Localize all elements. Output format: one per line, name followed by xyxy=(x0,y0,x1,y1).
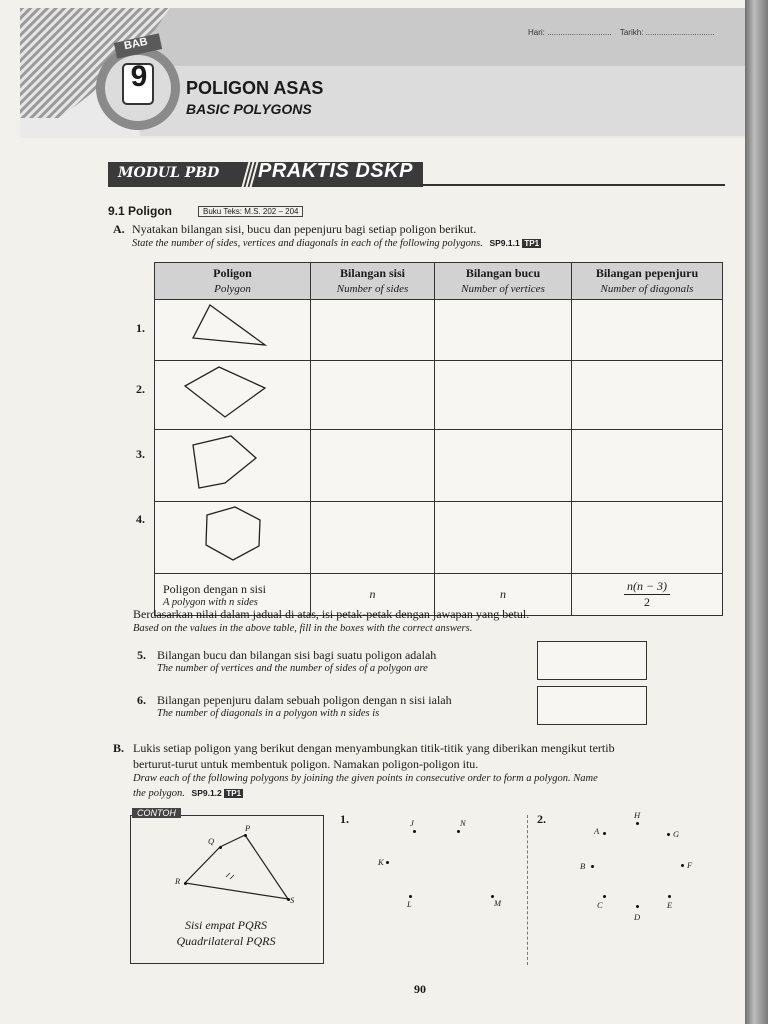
pentagon-shape xyxy=(155,430,310,496)
part-b-instruction-en-2: the polygon. xyxy=(133,788,185,799)
general-vertices: n xyxy=(435,574,572,616)
q6-text-ms: Bilangan pepenjuru dalam sebuah poligon dengan n sisi ialah xyxy=(157,693,452,707)
point-j[interactable] xyxy=(413,830,416,833)
part-a-instruction-en: State the number of sides, vertices and diagonals in each of the following polygons. xyxy=(132,238,483,249)
point-p xyxy=(244,834,247,837)
q5-number: 5. xyxy=(137,648,146,662)
point-label-k: K xyxy=(378,857,384,867)
header-sides: Bilangan sisi Number of sides xyxy=(311,263,435,300)
polygon-cell xyxy=(155,300,311,361)
point-label-b: B xyxy=(580,861,586,871)
sides-answer-cell[interactable] xyxy=(311,430,435,502)
page-number: 90 xyxy=(414,982,426,996)
part-a-tp-badge: TP1 xyxy=(524,239,540,248)
tarikh-label: Tarikh: xyxy=(619,28,644,37)
point-k[interactable] xyxy=(386,861,389,864)
q2-number: 2. xyxy=(537,812,546,826)
vertices-answer-cell[interactable] xyxy=(435,502,572,574)
table-row xyxy=(155,300,723,361)
q6-text-en: The number of diagonals in a polygon with n sides is xyxy=(157,708,380,719)
point-label-n: N xyxy=(460,818,466,828)
header-diagonals: Bilangan pepenjuru Number of diagonals xyxy=(572,263,723,300)
table-row xyxy=(155,361,723,430)
vertices-answer-cell[interactable] xyxy=(435,361,572,430)
point-label-s: S xyxy=(290,895,295,905)
point-e[interactable] xyxy=(668,895,671,898)
followup-ms: Berdasarkan nilai dalam jadual di atas, isi petak-petak dengan jawapan yang betul. xyxy=(133,607,530,621)
point-label-f: F xyxy=(687,860,693,870)
point-label-l: L xyxy=(407,899,412,909)
point-q xyxy=(219,846,222,849)
point-f[interactable] xyxy=(681,864,684,867)
sides-answer-cell[interactable] xyxy=(311,502,435,574)
part-a-letter: A. xyxy=(113,222,125,236)
chapter-title: POLIGON ASAS xyxy=(186,78,324,98)
sides-answer-cell[interactable] xyxy=(311,300,435,361)
point-label-a: A xyxy=(594,826,600,836)
diagonals-answer-cell[interactable] xyxy=(572,361,723,430)
point-r xyxy=(184,882,187,885)
table-row xyxy=(155,430,723,502)
row-number: 3. xyxy=(136,447,145,461)
table-row xyxy=(155,502,723,574)
polygon-table xyxy=(154,262,723,616)
point-label-h: H xyxy=(634,810,641,820)
point-l[interactable] xyxy=(409,895,412,898)
part-b-sp-code: SP9.1.2 xyxy=(191,788,222,798)
general-sides: n xyxy=(311,574,435,616)
example-tag: CONTOH xyxy=(132,808,181,818)
quadrilateral-shape xyxy=(155,361,310,424)
point-label-m: M xyxy=(494,898,502,908)
q6-answer-box[interactable] xyxy=(537,686,647,725)
question-divider xyxy=(527,815,528,965)
bab-label: BAB xyxy=(123,35,149,53)
diagonals-answer-cell[interactable] xyxy=(572,300,723,361)
point-label-c: C xyxy=(597,900,603,910)
polygon-cell xyxy=(155,502,311,574)
q5-text-en: The number of vertices and the number of sides of a polygon are xyxy=(157,663,428,674)
q5-text-ms: Bilangan bucu dan bilangan sisi bagi suatu poligon adalah xyxy=(157,648,437,662)
section-title: 9.1 Poligon xyxy=(108,204,173,218)
example-answer-ms: Sisi empat PQRS xyxy=(185,918,267,932)
general-polygon-label: Poligon dengan n sisi A polygon with n sides xyxy=(155,574,311,616)
point-label-d: D xyxy=(634,912,641,922)
textbook-reference: Buku Teks: M.S. 202 – 204 xyxy=(198,206,303,217)
q1-number: 1. xyxy=(340,812,349,826)
q6-number: 6. xyxy=(137,693,146,707)
q5-answer-box[interactable] xyxy=(537,641,647,680)
header-vertices: Bilangan bucu Number of vertices xyxy=(435,263,572,300)
triangle-shape xyxy=(155,300,310,355)
module-label: MODUL PBD xyxy=(118,165,220,181)
row-number: 1. xyxy=(136,321,145,335)
row-number: 4. xyxy=(136,512,145,526)
point-h[interactable] xyxy=(636,822,639,825)
part-b-instruction-ms-1: Lukis setiap poligon yang berikut dengan menyambungkan titik-titik yang diberikan mengikut tertib xyxy=(133,741,615,755)
part-b-instruction-en-1: Draw each of the following polygons by joining the given points in consecutive order to form a polygon. Name xyxy=(133,773,598,784)
chapter-number: 9 xyxy=(130,60,148,93)
point-label-j: J xyxy=(410,818,414,828)
part-a-instruction-ms: Nyatakan bilangan sisi, bucu dan pepenjuru bagi setiap poligon berikut. xyxy=(132,222,477,236)
hexagon-shape xyxy=(155,502,310,568)
header-polygon: Poligon Polygon xyxy=(155,263,311,300)
point-label-e: E xyxy=(667,900,673,910)
diagonals-answer-cell[interactable] xyxy=(572,430,723,502)
chapter-subtitle: BASIC POLYGONS xyxy=(186,101,312,117)
module-rule xyxy=(420,184,725,186)
row-number: 2. xyxy=(136,382,145,396)
part-b-instruction-ms-2: berturut-turut untuk membentuk poligon. Namakan poligon-poligon itu. xyxy=(133,757,479,771)
table-header-row xyxy=(155,263,723,300)
tarikh-blank[interactable]: ............................... xyxy=(645,28,715,37)
point-d[interactable] xyxy=(636,905,639,908)
part-b-letter: B. xyxy=(113,741,125,755)
part-a-sp-code: SP9.1.1 xyxy=(489,238,520,248)
vertices-answer-cell[interactable] xyxy=(435,430,572,502)
general-diagonals-formula: $\frac{n(n - 3)}{2}$ xyxy=(572,574,723,616)
point-c[interactable] xyxy=(603,895,606,898)
point-n[interactable] xyxy=(457,830,460,833)
page-binding-edge xyxy=(745,0,768,1024)
polygon-cell xyxy=(155,430,311,502)
sides-answer-cell[interactable] xyxy=(311,361,435,430)
followup-en: Based on the values in the above table, fill in the boxes with the correct answers. xyxy=(133,623,473,634)
vertices-answer-cell[interactable] xyxy=(435,300,572,361)
polygon-cell xyxy=(155,361,311,430)
point-label-p: P xyxy=(245,823,251,833)
part-b-tp-badge: TP1 xyxy=(226,789,242,798)
point-g[interactable] xyxy=(667,833,670,836)
diagonals-answer-cell[interactable] xyxy=(572,502,723,574)
point-label-q: Q xyxy=(208,836,215,846)
hari-blank[interactable]: ............................. xyxy=(547,28,612,37)
point-b[interactable] xyxy=(591,865,594,868)
hari-label: Hari: xyxy=(528,28,545,37)
module-title: PRAKTIS DSKP xyxy=(258,160,413,182)
point-a[interactable] xyxy=(603,832,606,835)
module-slash-icon xyxy=(232,160,260,189)
point-label-g: G xyxy=(673,829,680,839)
point-label-r: R xyxy=(175,876,181,886)
example-answer-en: Quadrilateral PQRS xyxy=(176,934,276,948)
